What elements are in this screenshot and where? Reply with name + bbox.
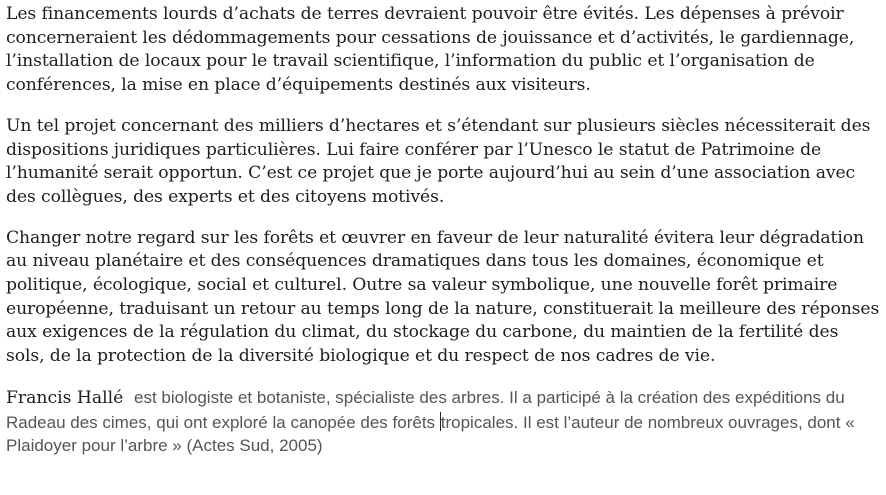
paragraph-funding: Les financements lourds d’achats de terres devraient pouvoir être évités. Les dépenses à prévoir concerneraient les dédommagements pour cessations de jouissance et d’activités, le gardiennage, l’installation de locaux pour le travail scientifique, l’information du public et l’organisation de conférences, la mise en place d’équipements destinés aux visiteurs.	[6, 4, 855, 96]
author-bio-text-end[interactable]: tropicales. Il est l’auteur de nombreux ouvrages, dont « Plaidoyer pour l’arbre » (Actes Sud, 2005)	[6, 412, 855, 456]
author-bio-text-start[interactable]: est biologiste et botaniste, spécialiste des arbres. Il a participé à la création des expéditions du Radeau des cimes, qui ont exploré la canopée des forêts	[6, 387, 845, 432]
paragraph-forests: Changer notre regard sur les forêts et œuvrer en faveur de leur naturalité évitera leur dégradation au niveau planétaire et des conséquences dramatiques dans tous les domaines, économique et politique, écologique, social et culturel. Outre sa valeur symbolique, une nouvelle forêt primaire européenne, traduisant un retour au temps long de la nature, constituerait la meilleure des réponses aux exigences de la régulation du climat, du stockage du carbone, du maintien de la fertilité des sols, de la protection de la diversité biologique et du respect de nos cadres de vie.	[6, 227, 880, 367]
article-body	[6, 3, 880, 458]
author-bio[interactable]	[6, 386, 880, 458]
paragraph-project: Un tel projet concernant des milliers d’hectares et s’étendant sur plusieurs siècles nécessiterait des dispositions juridiques particulières. Lui faire conférer par l’Unesco le statut de Patrimoine de l’humanité serait opportun. C’est ce projet que je porte aujourd’hui au sein d’une association avec des collègues, des experts et des citoyens motivés.	[6, 115, 871, 207]
author-name: Francis Hallé	[6, 387, 124, 408]
